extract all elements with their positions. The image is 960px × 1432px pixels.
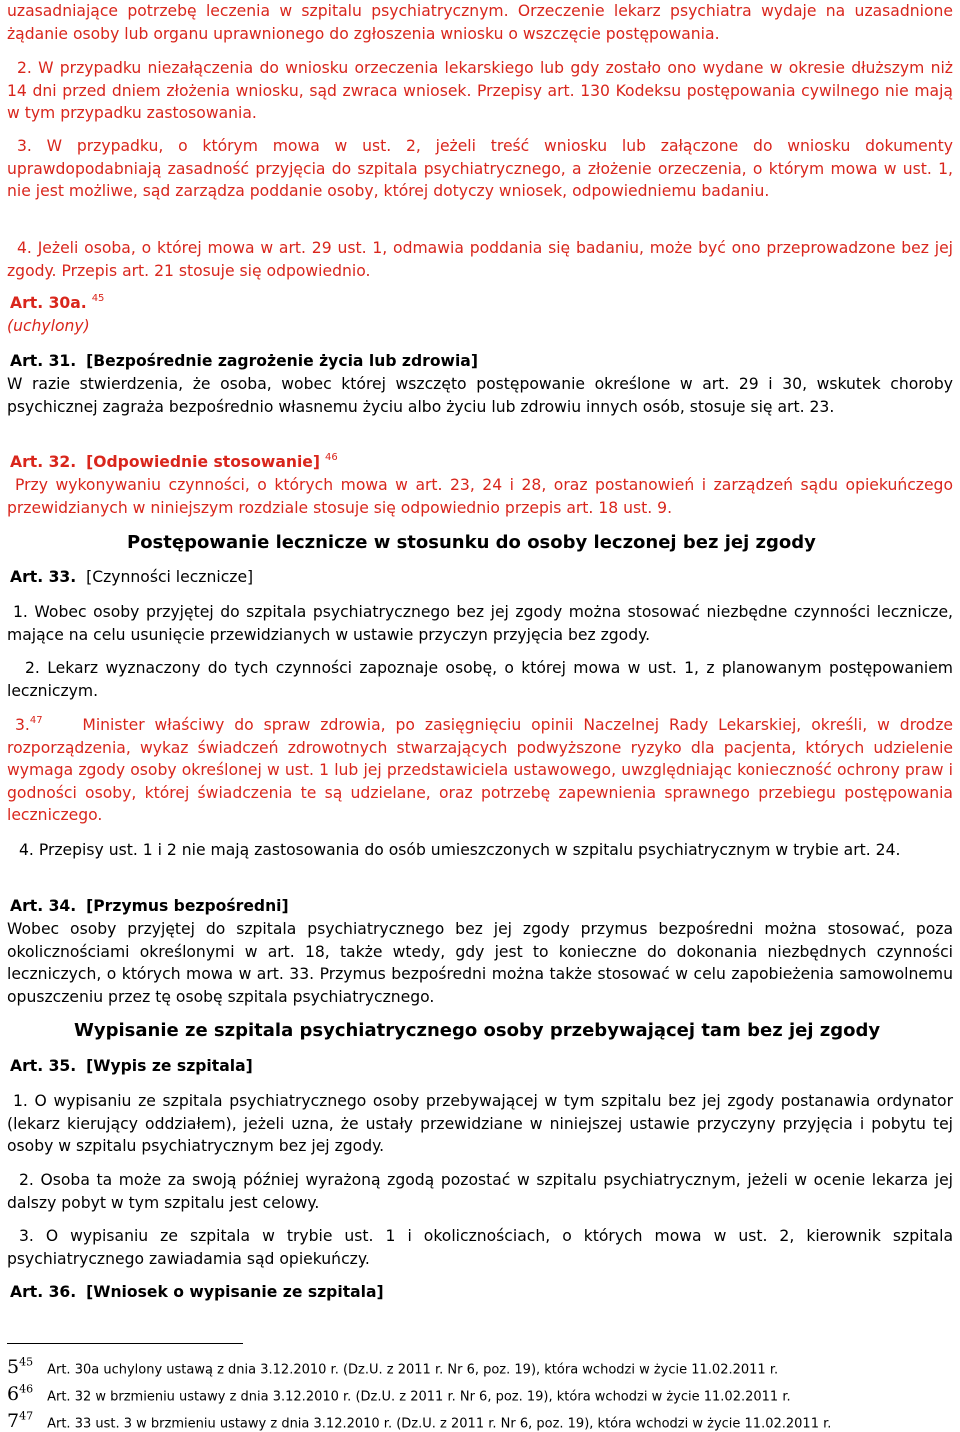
paragraph-art30-cont: uzasadniające potrzebę leczenia w szpitalu psychiatrycznym. Orzeczenie lekarz psychiatra wydaje na uzasadnione żądanie osoby lub organu uprawnionego do zgłoszenia wniosku o wszczęcie postępowania. [7,2,953,43]
art35-p3: 3. O wypisaniu ze szpitala w trybie ust. 1 i okolicznościach, o których mowa w ust. 2, kierownik szpitala psychiatrycznego zawiadamia sąd opiekuńczy. [7,1227,953,1268]
art33-heading: Art. 33. [Czynności lecznicze] [10,568,254,586]
art35-p1: 1. O wypisaniu ze szpitala psychiatrycznego osoby przebywającej w tym szpitalu bez jej zgody postanawia ordynator (lekarz kierujący oddziałem), jeżeli uzna, że ustały przewidziane w niniejszej ustawie przyczyny przyjęcia i pobytu tej osoby w szpitalu psychiatrycznym bez jej zgody. [7,1092,953,1155]
art31-heading: Art. 31. [Bezpośrednie zagrożenie życia lub zdrowia] [10,352,478,370]
paragraph-art30-4: 4. Jeżeli osoba, o której mowa w art. 29 ust. 1, odmawia poddania się badaniu, może być ono przeprowadzone bez jej zgody. Przepis art. 21 stosuje się odpowiednio. [7,239,953,280]
art35-heading: Art. 35. [Wypis ze szpitala] [10,1057,253,1075]
paragraph-art30-3: 3. W przypadku, o którym mowa w ust. 2, jeżeli treść wniosku lub załączone do wniosku dokumenty uprawdopodabniają zasadność przyjęcia do szpitala psychiatrycznego, a złożenie orzeczenia, o którym mowa w ust. 1, nie jest możliwe, sąd zarządza poddanie osoby, której dotyczy wniosek, odpowiedniemu badaniu. [7,137,953,200]
art34-heading: Art. 34. [Przymus bezpośredni] [10,897,289,915]
art31-text: W razie stwierdzenia, że osoba, wobec której wszczęto postępowanie określone w art. 29 i 30, wskutek choroby psychicznej zagraża bezpośrednio własnemu życiu albo życiu lub zdrowiu innych osób, stosuje się art. 23. [7,375,953,416]
section-heading-treatment: Postępowanie lecznicze w stosunku do osoby leczonej bez jej zgody [127,532,816,553]
art30a-heading: Art. 30a. $^{45}$ [10,293,105,312]
art34-text: Wobec osoby przyjętej do szpitala psychiatrycznego bez jej zgody przymus bezpośredni można stosować, poza okolicznościami określonymi w art. 18, także wtedy, gdy jest to konieczne do dokonania niezbędnych czynności leczniczych, o których mowa w art. 33. Przymus bezpośredni można także stosować w celu zapobieżenia samowolnemu opuszczeniu przez tę osobę szpitala psychiatrycznego. [7,920,953,1006]
art33-p4: 4. Przepisy ust. 1 i 2 nie mają zastosowania do osób umieszczonych w szpitalu psychiatrycznym w trybie art. 24. [19,841,901,859]
art33-p2: 2. Lekarz wyznaczony do tych czynności zapoznaje osobę, o której mowa w ust. 1, z planowanym postępowaniem leczniczym. [7,659,953,700]
art36-heading: Art. 36. [Wniosek o wypisanie ze szpitala] [10,1283,384,1301]
paragraph-art30-2: 2. W przypadku niezałączenia do wniosku orzeczenia lekarskiego lub gdy zostało ono wydane w okresie dłuższym niż 14 dni przed dniem złożenia wniosku, sąd zwraca wniosek. Przepisy art. 130 Kodeksu postępowania cywilnego nie mają w tym przypadku zastosowania. [7,59,953,122]
art33-p3: 3.47 Minister właściwy do spraw zdrowia, po zasięgnięciu opinii Naczelnej Rady Lekarskiej, określi, w drodze rozporządzenia, wykaz świadczeń zdrowotnych stwarzających podwyższone ryzyko dla pacjenta, których udzielenie wymaga zgody osoby określonej w ust. 1 lub jej przedstawiciela ustawowego, uwzględniając konieczność ochrony praw i godności osoby, której świadczenia te są udzielane, oraz potrzebę zapewnienia sprawnego przebiegu postępowania leczniczego. [7,715,953,824]
art35-p2: 2. Osoba ta może za swoją później wyrażoną zgodą pozostać w szpitalu psychiatrycznym, jeżeli w ocenie lekarza jej dalszy pobyt w tym szpitalu jest celowy. [7,1171,953,1212]
footnote-divider [7,1343,243,1344]
art32-heading: Art. 32. [Odpowiednie stosowanie] $^{46}$ [10,452,338,471]
art32-text: Przy wykonywaniu czynności, o których mowa w art. 23, 24 i 28, oraz postanowień i zarządzeń sądu opiekuńczego przewidzianych w niniejszym rozdziale stosuje się odpowiednio przepis art. 18 ust. 9. [7,476,953,517]
footnote-47: $7^{47}$ Art. 33 ust. 3 w brzmieniu ustawy z dnia 3.12.2010 r. (Dz.U. z 2011 r. Nr 6, poz. 19), która wchodzi w życie 11.02.2011 r. [7,1410,832,1432]
art33-p1: 1. Wobec osoby przyjętej do szpitala psychiatrycznego bez jej zgody można stosować niezbędne czynności lecznicze, mające na celu usunięcie przewidzianych w ustawie przyczyn przyjęcia bez zgody. [7,603,953,644]
section-heading-discharge: Wypisanie ze szpitala psychiatrycznego osoby przebywającej tam bez jej zgody [74,1020,881,1041]
footnote-46: $6^{46}$ Art. 32 w brzmieniu ustawy z dnia 3.12.2010 r. (Dz.U. z 2011 r. Nr 6, poz. 19), która wchodzi w życie 11.02.2011 r. [7,1383,791,1406]
art30a-repealed: (uchylony) [7,317,90,335]
footnote-45: $5^{45}$ Art. 30a uchylony ustawą z dnia 3.12.2010 r. (Dz.U. z 2011 r. Nr 6, poz. 19), która wchodzi w życie 11.02.2011 r. [7,1356,779,1379]
